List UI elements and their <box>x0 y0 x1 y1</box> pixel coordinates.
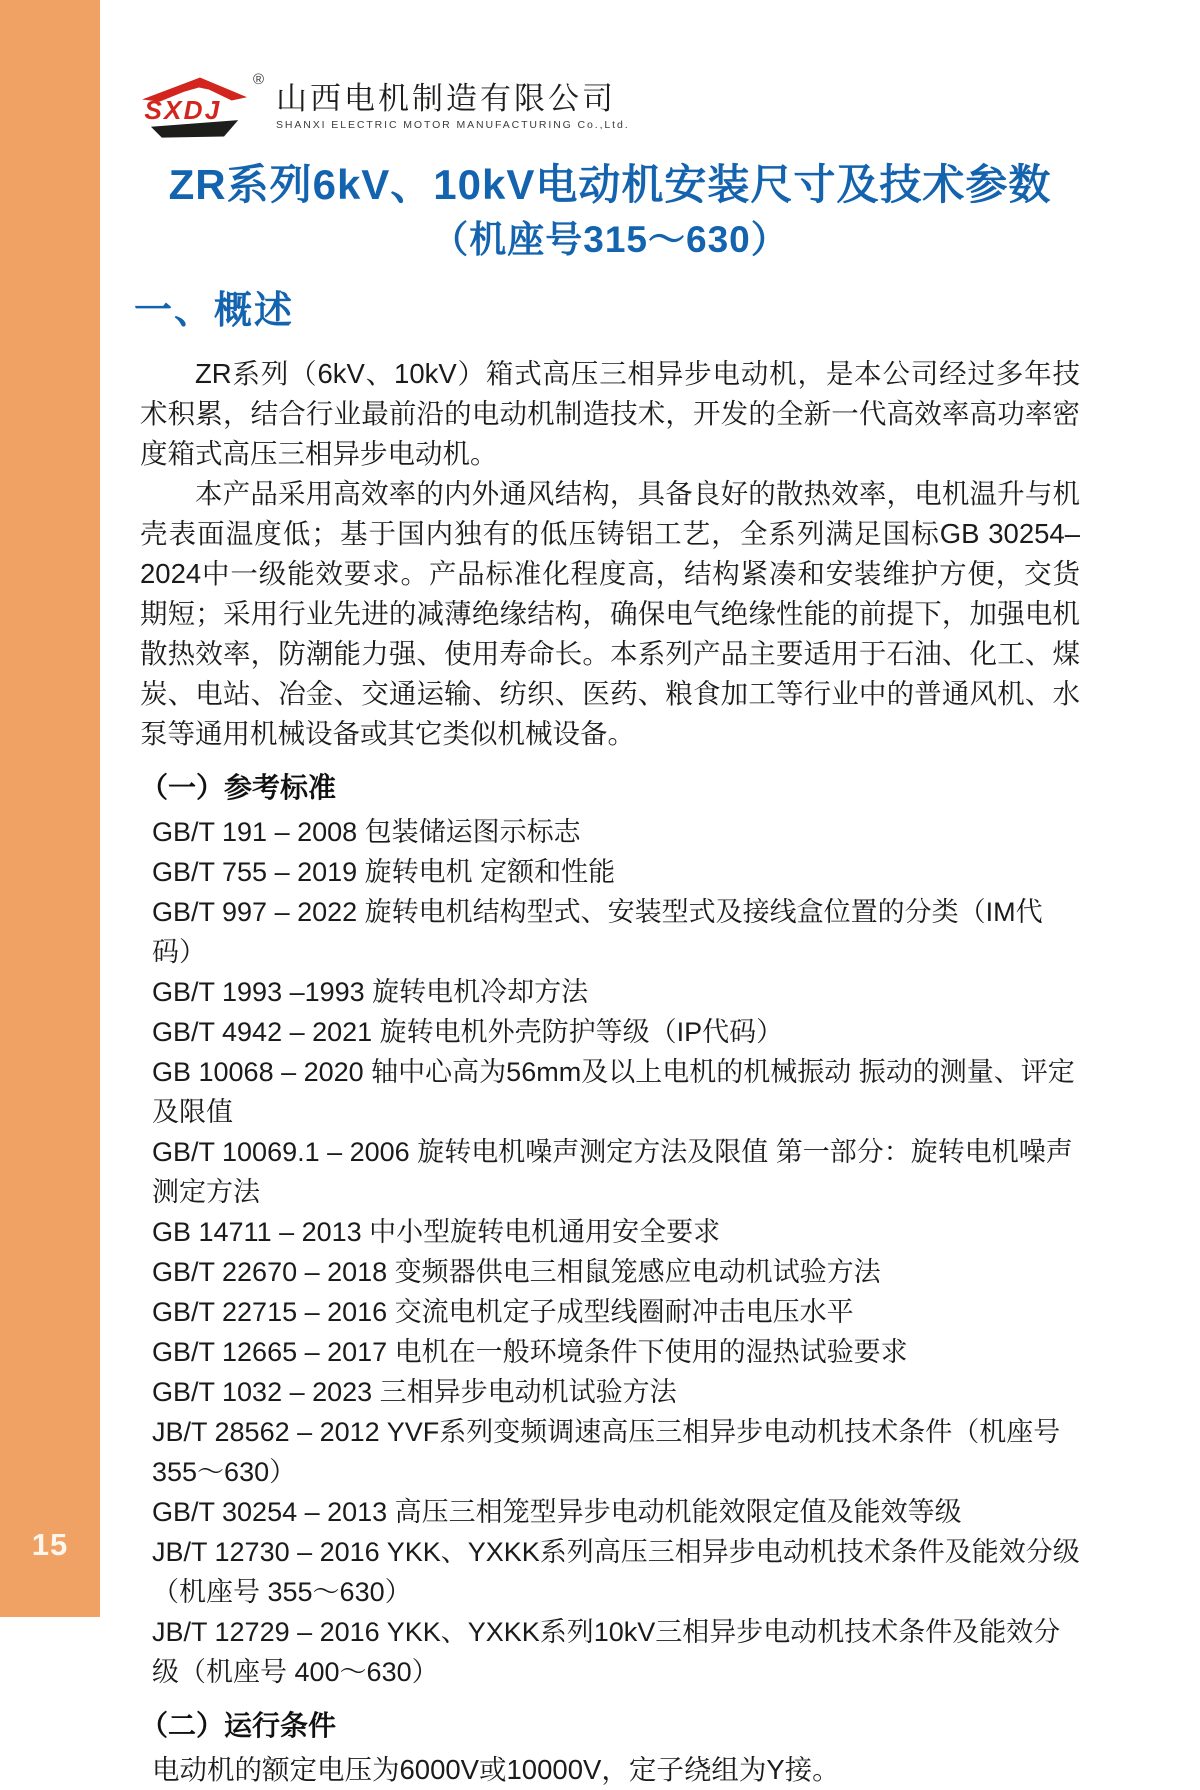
operating-conditions-text: 电动机的额定电压为6000V或10000V，定子绕组为Y接。 <box>152 1754 840 1785</box>
title-line1: ZR系列6kV、10kV电动机安装尺寸及技术参数 <box>168 161 1052 208</box>
overview-paragraph-1: ZR系列（6kV、10kV）箱式高压三相异步电动机，是本公司经过多年技术积累，结合行业最前沿的电动机制造技术，开发的全新一代高效率高功率密度箱式高压三相异步电动机。 <box>140 358 1080 469</box>
standard-item: GB 14711 – 2013 中小型旋转电机通用安全要求 <box>152 1217 721 1247</box>
logo-letters: SXDJ <box>144 95 222 126</box>
company-name-en: SHANXI ELECTRIC MOTOR MANUFACTURING Co.,Ltd. <box>276 118 630 131</box>
standard-item: JB/T 28562 – 2012 YVF系列变频调速高压三相异步电动机技术条件（机座号355～630） <box>152 1417 1061 1487</box>
company-name-block <box>276 82 630 131</box>
document-title <box>140 160 1080 262</box>
subheading-reference-standards: （一）参考标准 <box>140 772 337 803</box>
standard-item: GB/T 997 – 2022 旋转电机结构型式、安装型式及接线盒位置的分类（IM代码） <box>152 897 1043 967</box>
section-heading-overview: 一、概述 <box>134 290 295 332</box>
standard-item: GB/T 22670 – 2018 变频器供电三相鼠笼感应电动机试验方法 <box>152 1257 881 1287</box>
standard-item: GB/T 4942 – 2021 旋转电机外壳防护等级（IP代码） <box>152 1017 784 1047</box>
sxdj-logo <box>140 71 264 139</box>
standard-item: GB/T 30254 – 2013 高压三相笼型异步电动机能效限定值及能效等级 <box>152 1497 962 1527</box>
subheading-operating-conditions: （二）运行条件 <box>140 1710 337 1741</box>
standard-item: GB/T 1993 –1993 旋转电机冷却方法 <box>152 977 589 1007</box>
standard-item: JB/T 12730 – 2016 YKK、YXKK系列高压三相异步电动机技术条件及能效分级（机座号 355～630） <box>152 1537 1080 1607</box>
page-number: 15 <box>31 1527 69 1562</box>
page-content <box>134 0 1080 1790</box>
standard-item: GB/T 10069.1 – 2006 旋转电机噪声测定方法及限值 第一部分：旋转电机噪声测定方法 <box>152 1137 1073 1207</box>
registered-trademark-icon: ® <box>252 71 264 88</box>
standard-item: GB/T 1032 – 2023 三相异步电动机试验方法 <box>152 1377 677 1407</box>
overview-paragraph-2: 本产品采用高效率的内外通风结构，具备良好的散热效率，电机温升与机壳表面温度低；基于国内独有的低压铸铝工艺，全系列满足国标GB 30254–2024中一级能效要求。产品标准化程度高，结构紧凑和安装维护方便，交货期短；采用行业先进的减薄绝缘结构，确保电气绝缘性能的前提下，加强电机散热效率，防潮能力强、使用寿命长。本系列产品主要适用于石油、化工、煤炭、电站、冶金、交通运输、纺织、医药、粮食加工等行业中的普通风机、水泵等通用机械设备或其它类似机械设备。 <box>140 478 1080 749</box>
standard-item: GB/T 12665 – 2017 电机在一般环境条件下使用的湿热试验要求 <box>152 1337 908 1367</box>
standard-item: GB/T 191 – 2008 包装储运图示标志 <box>152 817 581 847</box>
standard-item: GB/T 22715 – 2016 交流电机定子成型线圈耐冲击电压水平 <box>152 1297 854 1327</box>
company-logo <box>140 72 1080 140</box>
title-line2: （机座号315～630） <box>431 219 789 260</box>
left-margin-band <box>0 0 100 1617</box>
standards-list <box>140 812 1080 1692</box>
company-name-cn: 山西电机制造有限公司 <box>276 80 616 116</box>
standard-item: GB 10068 – 2020 轴中心高为56mm及以上电机的机械振动 振动的测量、评定及限值 <box>152 1057 1075 1127</box>
sxdj-logo-icon <box>140 73 260 139</box>
standard-item: GB/T 755 – 2019 旋转电机 定额和性能 <box>152 857 616 887</box>
standard-item: JB/T 12729 – 2016 YKK、YXKK系列10kV三相异步电动机技术条件及能效分级（机座号 400～630） <box>152 1617 1061 1687</box>
